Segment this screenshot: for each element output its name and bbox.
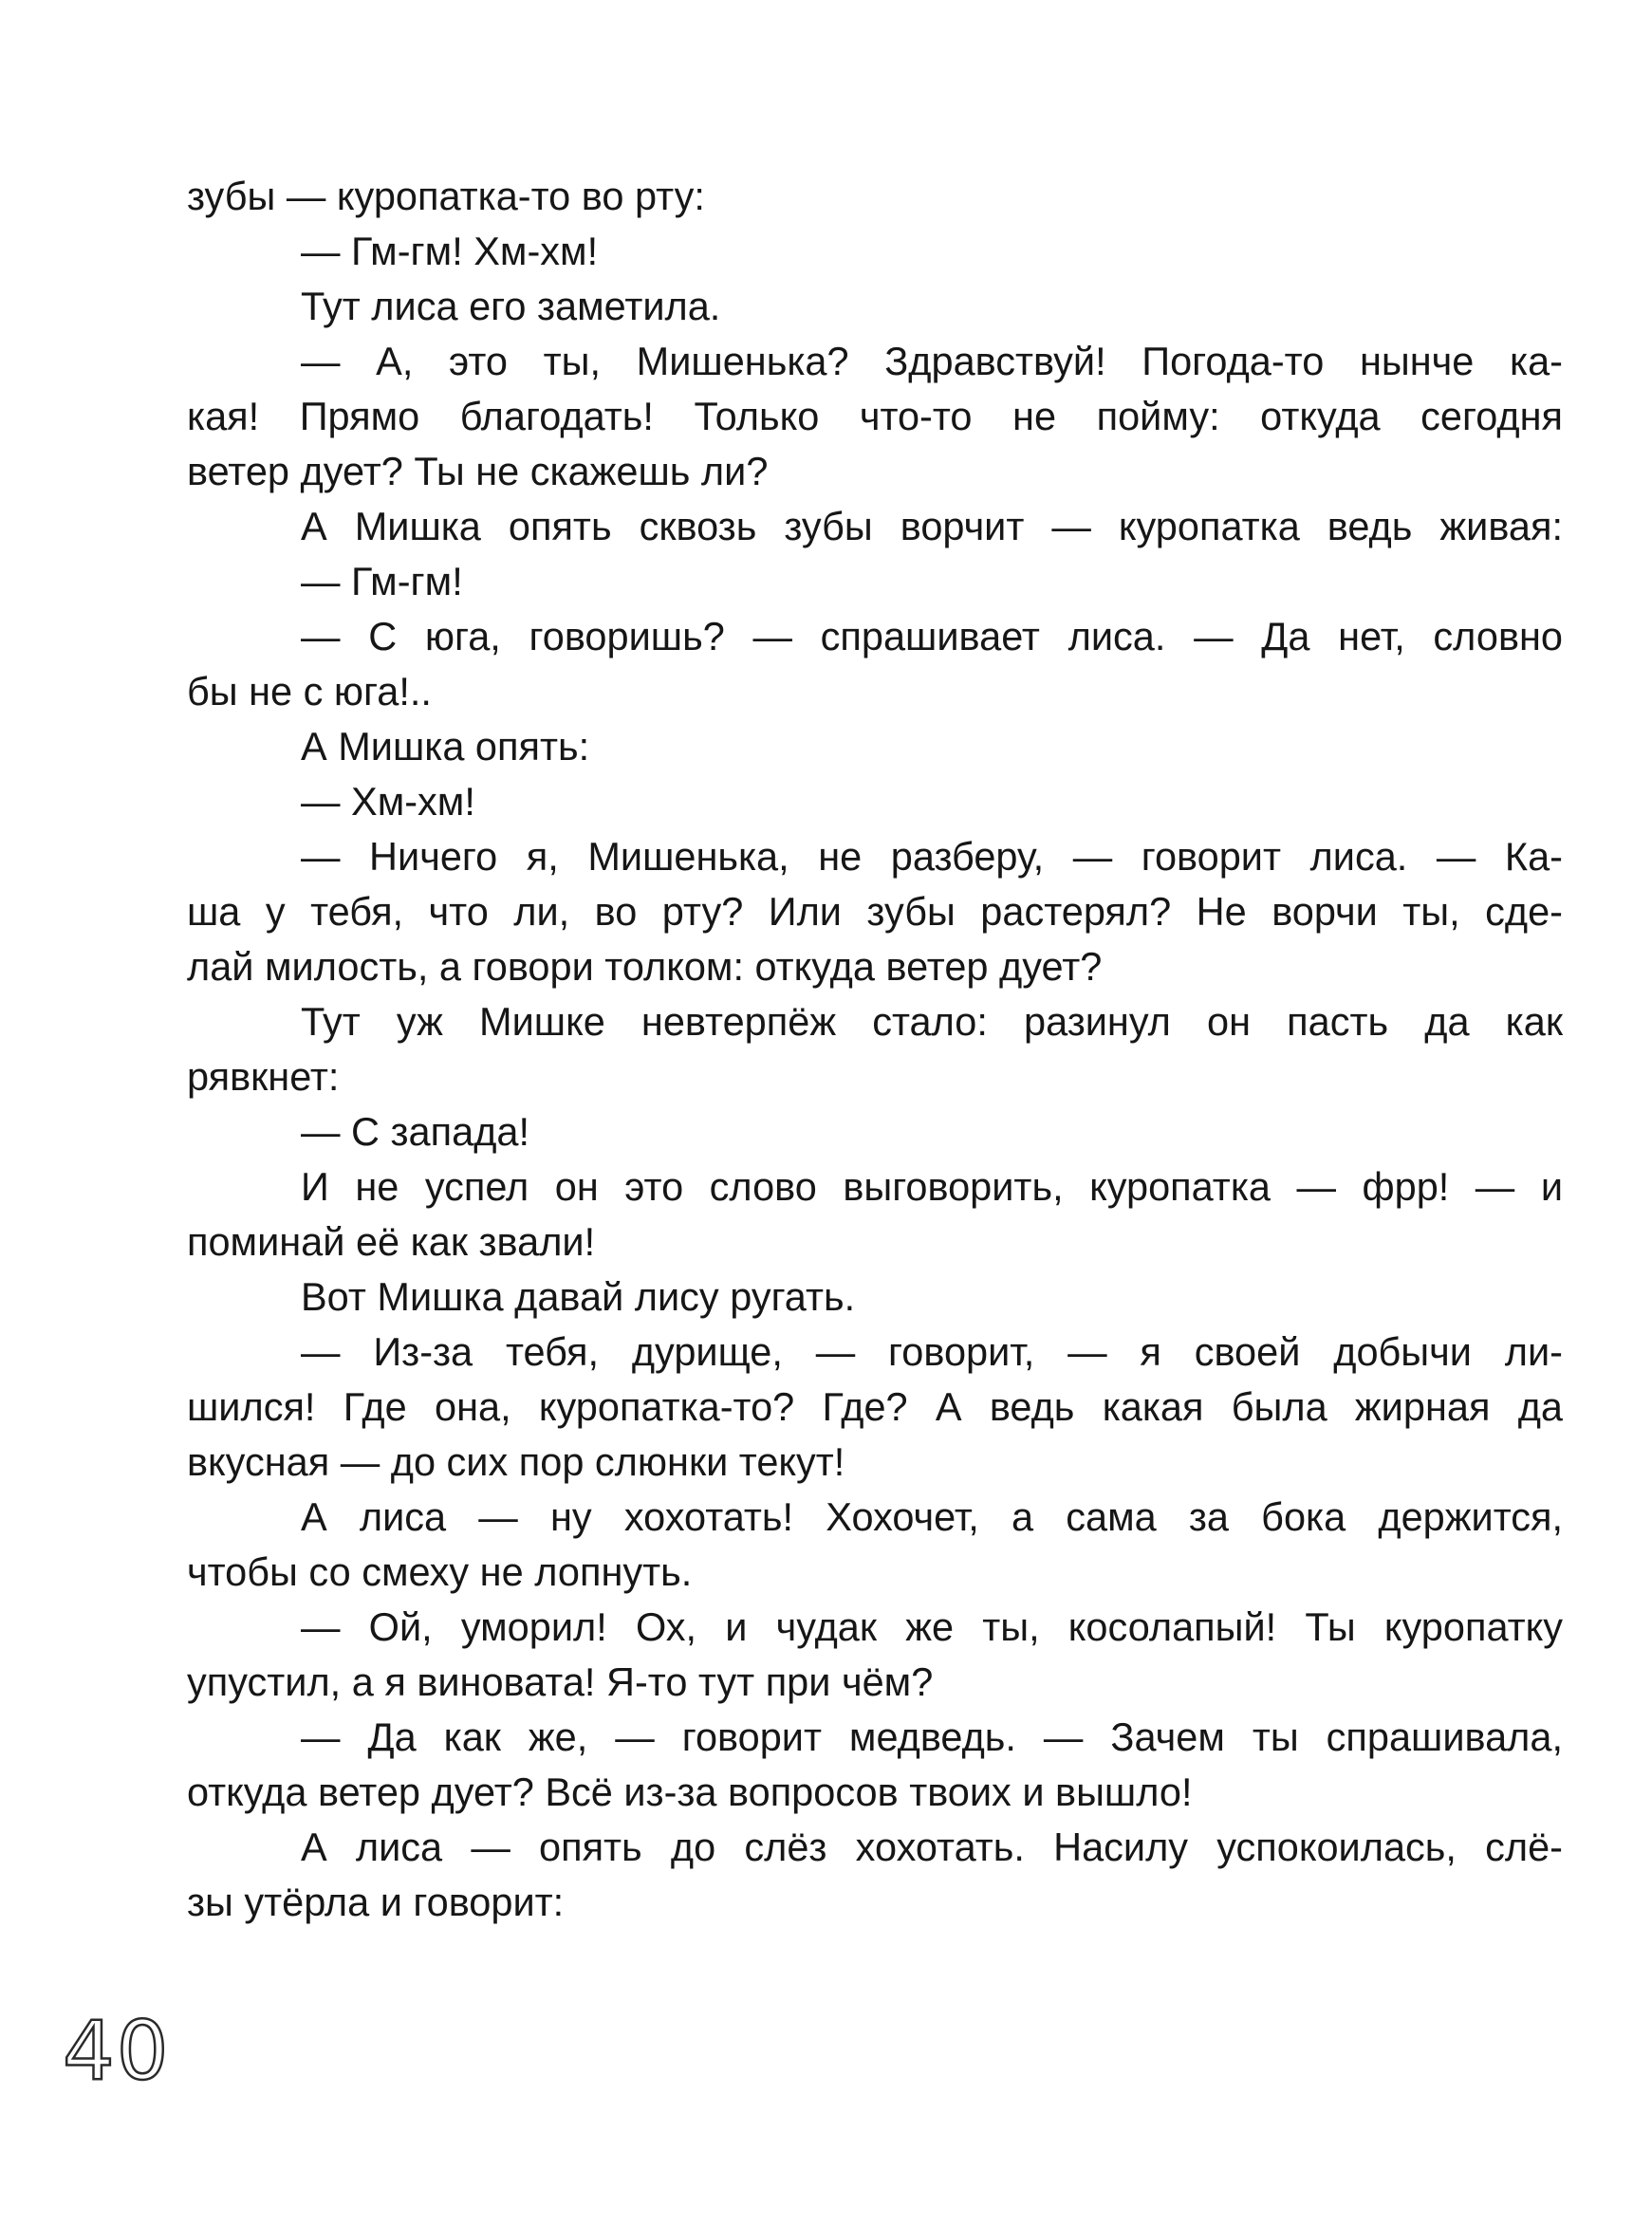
text-line: ша у тебя, что ли, во рту? Или зубы растерял? Не ворчи ты, сде- [187, 889, 1563, 934]
text-line: зубы — куропатка-то во рту: [187, 174, 705, 218]
text-line: кая! Прямо благодать! Только что-то не пойму: откуда сегодня [187, 394, 1563, 438]
text-line: Тут уж Мишке невтерпёж стало: разинул он пасть да как [301, 999, 1563, 1044]
text-line: чтобы со смеху не лопнуть. [187, 1549, 693, 1594]
text-line: рявкнет: [187, 1054, 340, 1099]
text-line: И не успел он это слово выговорить, куропатка — фрр! — и [301, 1164, 1563, 1209]
text-line: откуда ветер дует? Всё из-за вопросов твоих и вышло! [187, 1770, 1193, 1814]
text-line: упустил, а я виновата! Я-то тут при чём? [187, 1659, 934, 1704]
text-line: шился! Где она, куропатка-то? Где? А ведь какая была жирная да [187, 1384, 1563, 1429]
text-line: бы не с юга!.. [187, 669, 432, 714]
text-line: — Из-за тебя, дурище, — говорит, — я своей добычи ли- [301, 1329, 1563, 1374]
text-line: — Ничего я, Мишенька, не разберу, — говорит лиса. — Ка- [301, 834, 1563, 879]
text-line: — С юга, говоришь? — спрашивает лиса. — Да нет, словно [301, 614, 1563, 658]
text-line: А лиса — опять до слёз хохотать. Насилу успокоилась, слё- [301, 1825, 1563, 1869]
text-line: Тут лиса его заметила. [301, 284, 721, 328]
text-line: ветер дует? Ты не скажешь ли? [187, 449, 769, 493]
text-line: Вот Мишка давай лису ругать. [301, 1274, 856, 1319]
text-line: — Гм-гм! [301, 559, 463, 603]
page-number: 40 [63, 2004, 171, 2099]
text-line: — Да как же, — говорит медведь. — Зачем ты спрашивала, [301, 1714, 1563, 1759]
text-line: — Гм-гм! Хм-хм! [301, 229, 599, 273]
text-line: лай милость, а говори толком: откуда ветер дует? [187, 944, 1103, 989]
text-line: А Мишка опять: [301, 724, 590, 769]
text-line: зы утёрла и говорит: [187, 1880, 565, 1924]
text-line: — Ой, уморил! Ох, и чудак же ты, косолапый! Ты куропатку [301, 1604, 1563, 1649]
text-line: вкусная — до сих пор слюнки текут! [187, 1439, 845, 1484]
text-line: А Мишка опять сквозь зубы ворчит — куропатка ведь живая: [301, 504, 1563, 548]
text-line: — А, это ты, Мишенька? Здравствуй! Погода-то нынче ка- [301, 339, 1563, 383]
text-line: А лиса — ну хохотать! Хохочет, а сама за бока держится, [301, 1494, 1563, 1539]
text-line: — С запада! [301, 1109, 530, 1154]
story-text [187, 169, 1563, 1930]
text-line: — Хм-хм! [301, 779, 475, 824]
text-line: поминай её как звали! [187, 1219, 596, 1264]
